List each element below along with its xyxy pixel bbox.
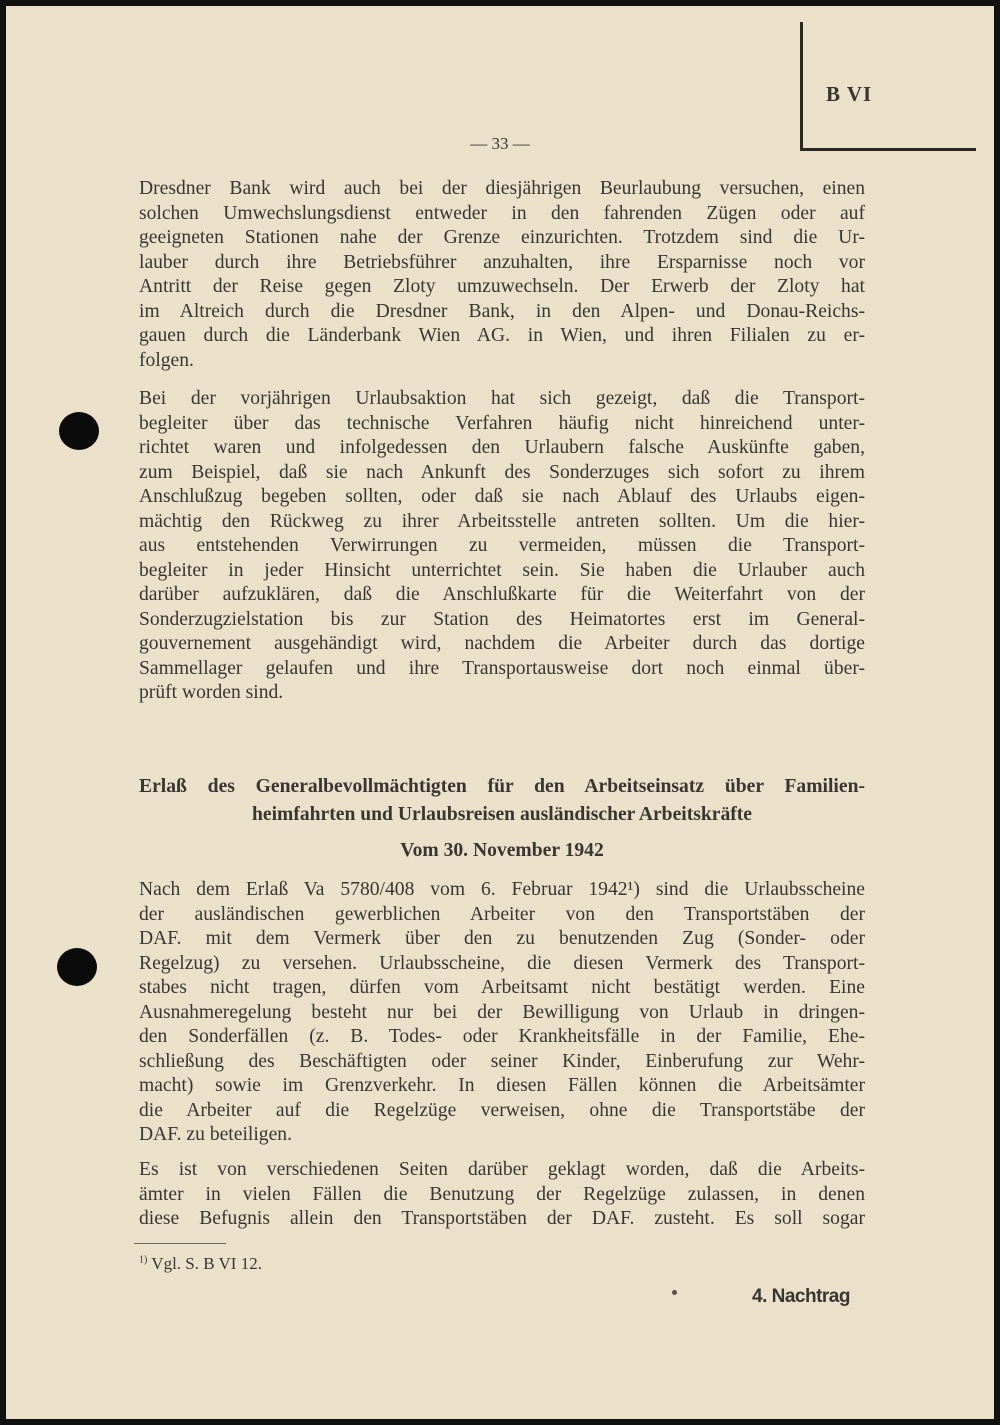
punch-hole (57, 948, 97, 986)
footnote-marker: 1) (139, 1254, 148, 1266)
supplement-label: 4. Nachtrag (752, 1286, 850, 1307)
text-line: Anschlußzug begeben sollten, oder daß sie nach Ablauf des Urlaubs eigen- (139, 486, 865, 507)
text-line: Sonderzugzielstation bis zur Station des Heimatortes erst im General- (139, 608, 865, 630)
text-line: Dresdner Bank wird auch bei der diesjährigen Beurlaubung versuchen, einen (139, 178, 865, 199)
text-line: den Sonderfällen (z. B. Todes- oder Krankheitsfälle in der Familie, Ehe- (139, 1026, 865, 1047)
document-page (6, 6, 994, 1419)
text-line: stabes nicht tragen, dürfen vom Arbeitsamt nicht bestätigt werden. Eine (139, 977, 865, 998)
text-line: mächtig den Rückweg zu ihrer Arbeitsstelle antreten sollten. Um die hier- (139, 510, 865, 532)
decree-title-line-2: heimfahrten und Urlaubsreisen ausländischer Arbeitskräfte (251, 804, 753, 825)
decree-title-line-1: Erlaß des Generalbevollmächtigten für den Arbeitseinsatz über Familien- (139, 776, 865, 797)
text-line: solchen Umwechslungsdienst entweder in den fahrenden Zügen oder auf (139, 202, 865, 224)
text-line: begleiter in jeder Hinsicht unterrichtet sein. Sie haben die Urlauber auch (139, 559, 865, 581)
paragraph (139, 1158, 865, 1232)
text-line: richtet waren und infolgedessen den Urlaubern falsche Auskünfte gaben, (139, 437, 865, 458)
text-line: gauen durch die Länderbank Wien AG. in Wien, und ihren Filialen zu er- (139, 325, 865, 346)
text-line: macht) sowie im Grenzverkehr. In diesen Fällen können die Arbeitsämter (139, 1075, 865, 1096)
text-line: gouvernement ausgehändigt wird, nachdem die Arbeiter durch das dortige (139, 633, 865, 654)
text-line: diese Befugnis allein den Transportstäben der DAF. zusteht. Es soll sogar (139, 1208, 865, 1229)
text-line: die Arbeiter auf die Regelzüge verweisen, ohne die Transportstäbe der (139, 1099, 865, 1121)
paragraph (139, 878, 865, 1148)
text-line: Nach dem Erlaß Va 5780/408 vom 6. Februar 1942¹) sind die Urlaubsscheine (139, 879, 865, 900)
decree-date: Vom 30. November 1942 (400, 840, 604, 861)
footnote-rule (134, 1243, 226, 1244)
text-line: aus entstehenden Verwirrungen zu vermeiden, müssen die Transport- (139, 535, 865, 556)
text-line: schließung des Beschäftigten oder seiner Kinder, Einberufung zur Wehr- (139, 1050, 865, 1072)
text-line: geeigneten Stationen nahe der Grenze einzurichten. Trotzdem sind die Ur- (139, 227, 865, 248)
section-box-border (800, 22, 803, 150)
text-line: begleiter über das technische Verfahren häufig nicht hinreichend unter- (139, 412, 865, 434)
footnote (139, 1254, 262, 1274)
section-code: B VI (826, 82, 873, 106)
text-line: Es ist von verschiedenen Seiten darüber geklagt worden, daß die Arbeits- (139, 1159, 865, 1180)
text-line: Ausnahmeregelung besteht nur bei der Bewilligung von Urlaub in dringen- (139, 1001, 865, 1023)
text-line: Antritt der Reise gegen Zloty umzuwechseln. Der Erwerb der Zloty hat (139, 276, 865, 297)
text-line: DAF. mit dem Vermerk über den zu benutzenden Zug (Sonder- oder (139, 928, 865, 949)
text-line: darüber aufzuklären, daß die Anschlußkarte für die Weiterfahrt von der (139, 584, 865, 605)
page-number: — 33 — (470, 134, 530, 153)
text-line: folgen. (139, 349, 194, 371)
text-line: Bei der vorjährigen Urlaubsaktion hat sich gezeigt, daß die Transport- (139, 388, 865, 409)
paragraph (139, 177, 865, 373)
paragraph (139, 387, 865, 706)
text-line: ämter in vielen Fällen die Benutzung der Regelzüge zulassen, in denen (139, 1183, 865, 1205)
text-line: der ausländischen gewerblichen Arbeiter von den Transportstäben der (139, 903, 865, 925)
text-line: zum Beispiel, daß sie nach Ankunft des Sonderzuges sich sofort zu ihrem (139, 461, 865, 483)
text-line: Regelzug) zu versehen. Urlaubsscheine, die diesen Vermerk des Transport- (139, 952, 865, 974)
text-line: im Altreich durch die Dresdner Bank, in den Alpen- und Donau-Reichs- (139, 300, 865, 322)
text-line: lauber durch ihre Betriebsführer anzuhalten, ihre Ersparnisse noch vor (139, 251, 865, 273)
punch-hole (59, 412, 99, 450)
ink-speck (672, 1290, 677, 1295)
footnote-text: Vgl. S. B VI 12. (151, 1254, 262, 1273)
text-line: DAF. zu beteiligen. (139, 1124, 292, 1145)
text-line: Sammellager gelaufen und ihre Transportausweise dort noch einmal über- (139, 657, 865, 679)
text-line: prüft worden sind. (139, 682, 284, 703)
